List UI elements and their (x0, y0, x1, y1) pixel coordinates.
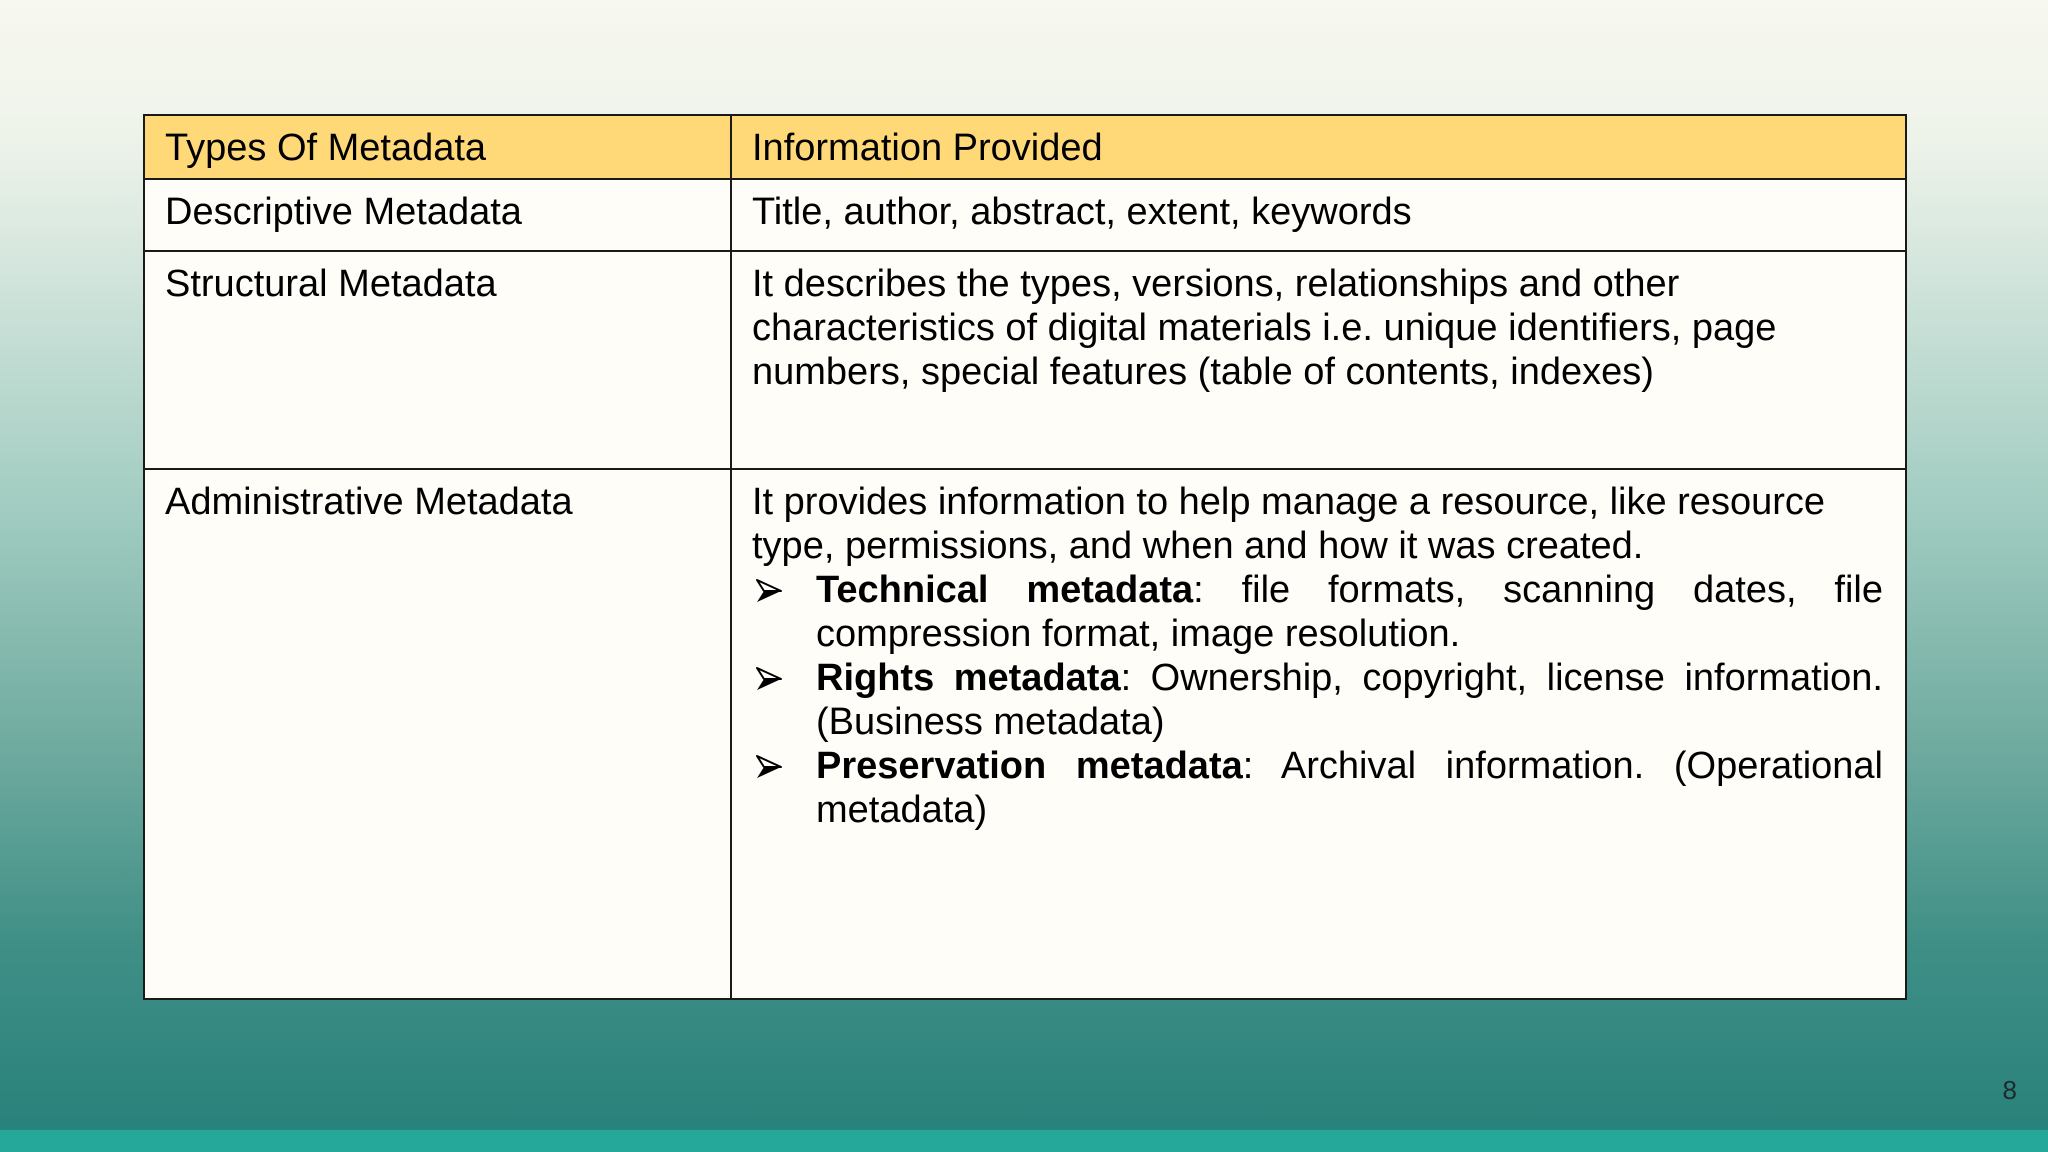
cell-administrative-type: Administrative Metadata (144, 469, 731, 999)
bullet-separator: : (1242, 745, 1254, 787)
bullet-text: file formats, scanning dates, file compression format, image resolution. (816, 569, 1883, 655)
bullet-term: Rights metadata (816, 657, 1121, 699)
administrative-bullet-list (752, 568, 1883, 832)
table-header-row (144, 115, 1906, 179)
bullet-term: Technical metadata (816, 569, 1194, 611)
bullet-text: Archival information. (Operational metadata) (816, 745, 1883, 831)
header-information-provided: Information Provided (731, 115, 1906, 179)
bullet-separator: : (1120, 657, 1132, 699)
cell-structural-info: It describes the types, versions, relationships and other characteristics of digital materials i.e. unique identifiers, page numbers, special features (table of contents, indexes) (731, 251, 1906, 469)
table-row (144, 469, 1906, 999)
slide-number: 8 (2002, 1075, 2017, 1105)
list-item-rights (752, 656, 1883, 744)
table-row (144, 251, 1906, 469)
list-item-preservation (752, 744, 1883, 832)
table-row (144, 179, 1906, 251)
metadata-types-table (143, 114, 1907, 1000)
cell-descriptive-info: Title, author, abstract, extent, keywords (731, 179, 1906, 251)
arrowhead-bullet-icon (754, 659, 784, 697)
bullet-separator: : (1193, 569, 1204, 611)
administrative-intro: It provides information to help manage a resource, like resource type, permissions, and when and how it was created. (752, 481, 1825, 567)
list-item-technical (752, 568, 1883, 656)
header-types-of-metadata: Types Of Metadata (144, 115, 731, 179)
bullet-text: Ownership, copyright, license information.(Business metadata) (816, 657, 1883, 743)
arrowhead-bullet-icon (754, 747, 784, 785)
cell-structural-type: Structural Metadata (144, 251, 731, 469)
cell-administrative-info (731, 469, 1906, 999)
arrowhead-bullet-icon (754, 571, 784, 609)
bottom-accent-bar (0, 1130, 2048, 1152)
cell-descriptive-type: Descriptive Metadata (144, 179, 731, 251)
bullet-term: Preservation metadata (816, 745, 1243, 787)
